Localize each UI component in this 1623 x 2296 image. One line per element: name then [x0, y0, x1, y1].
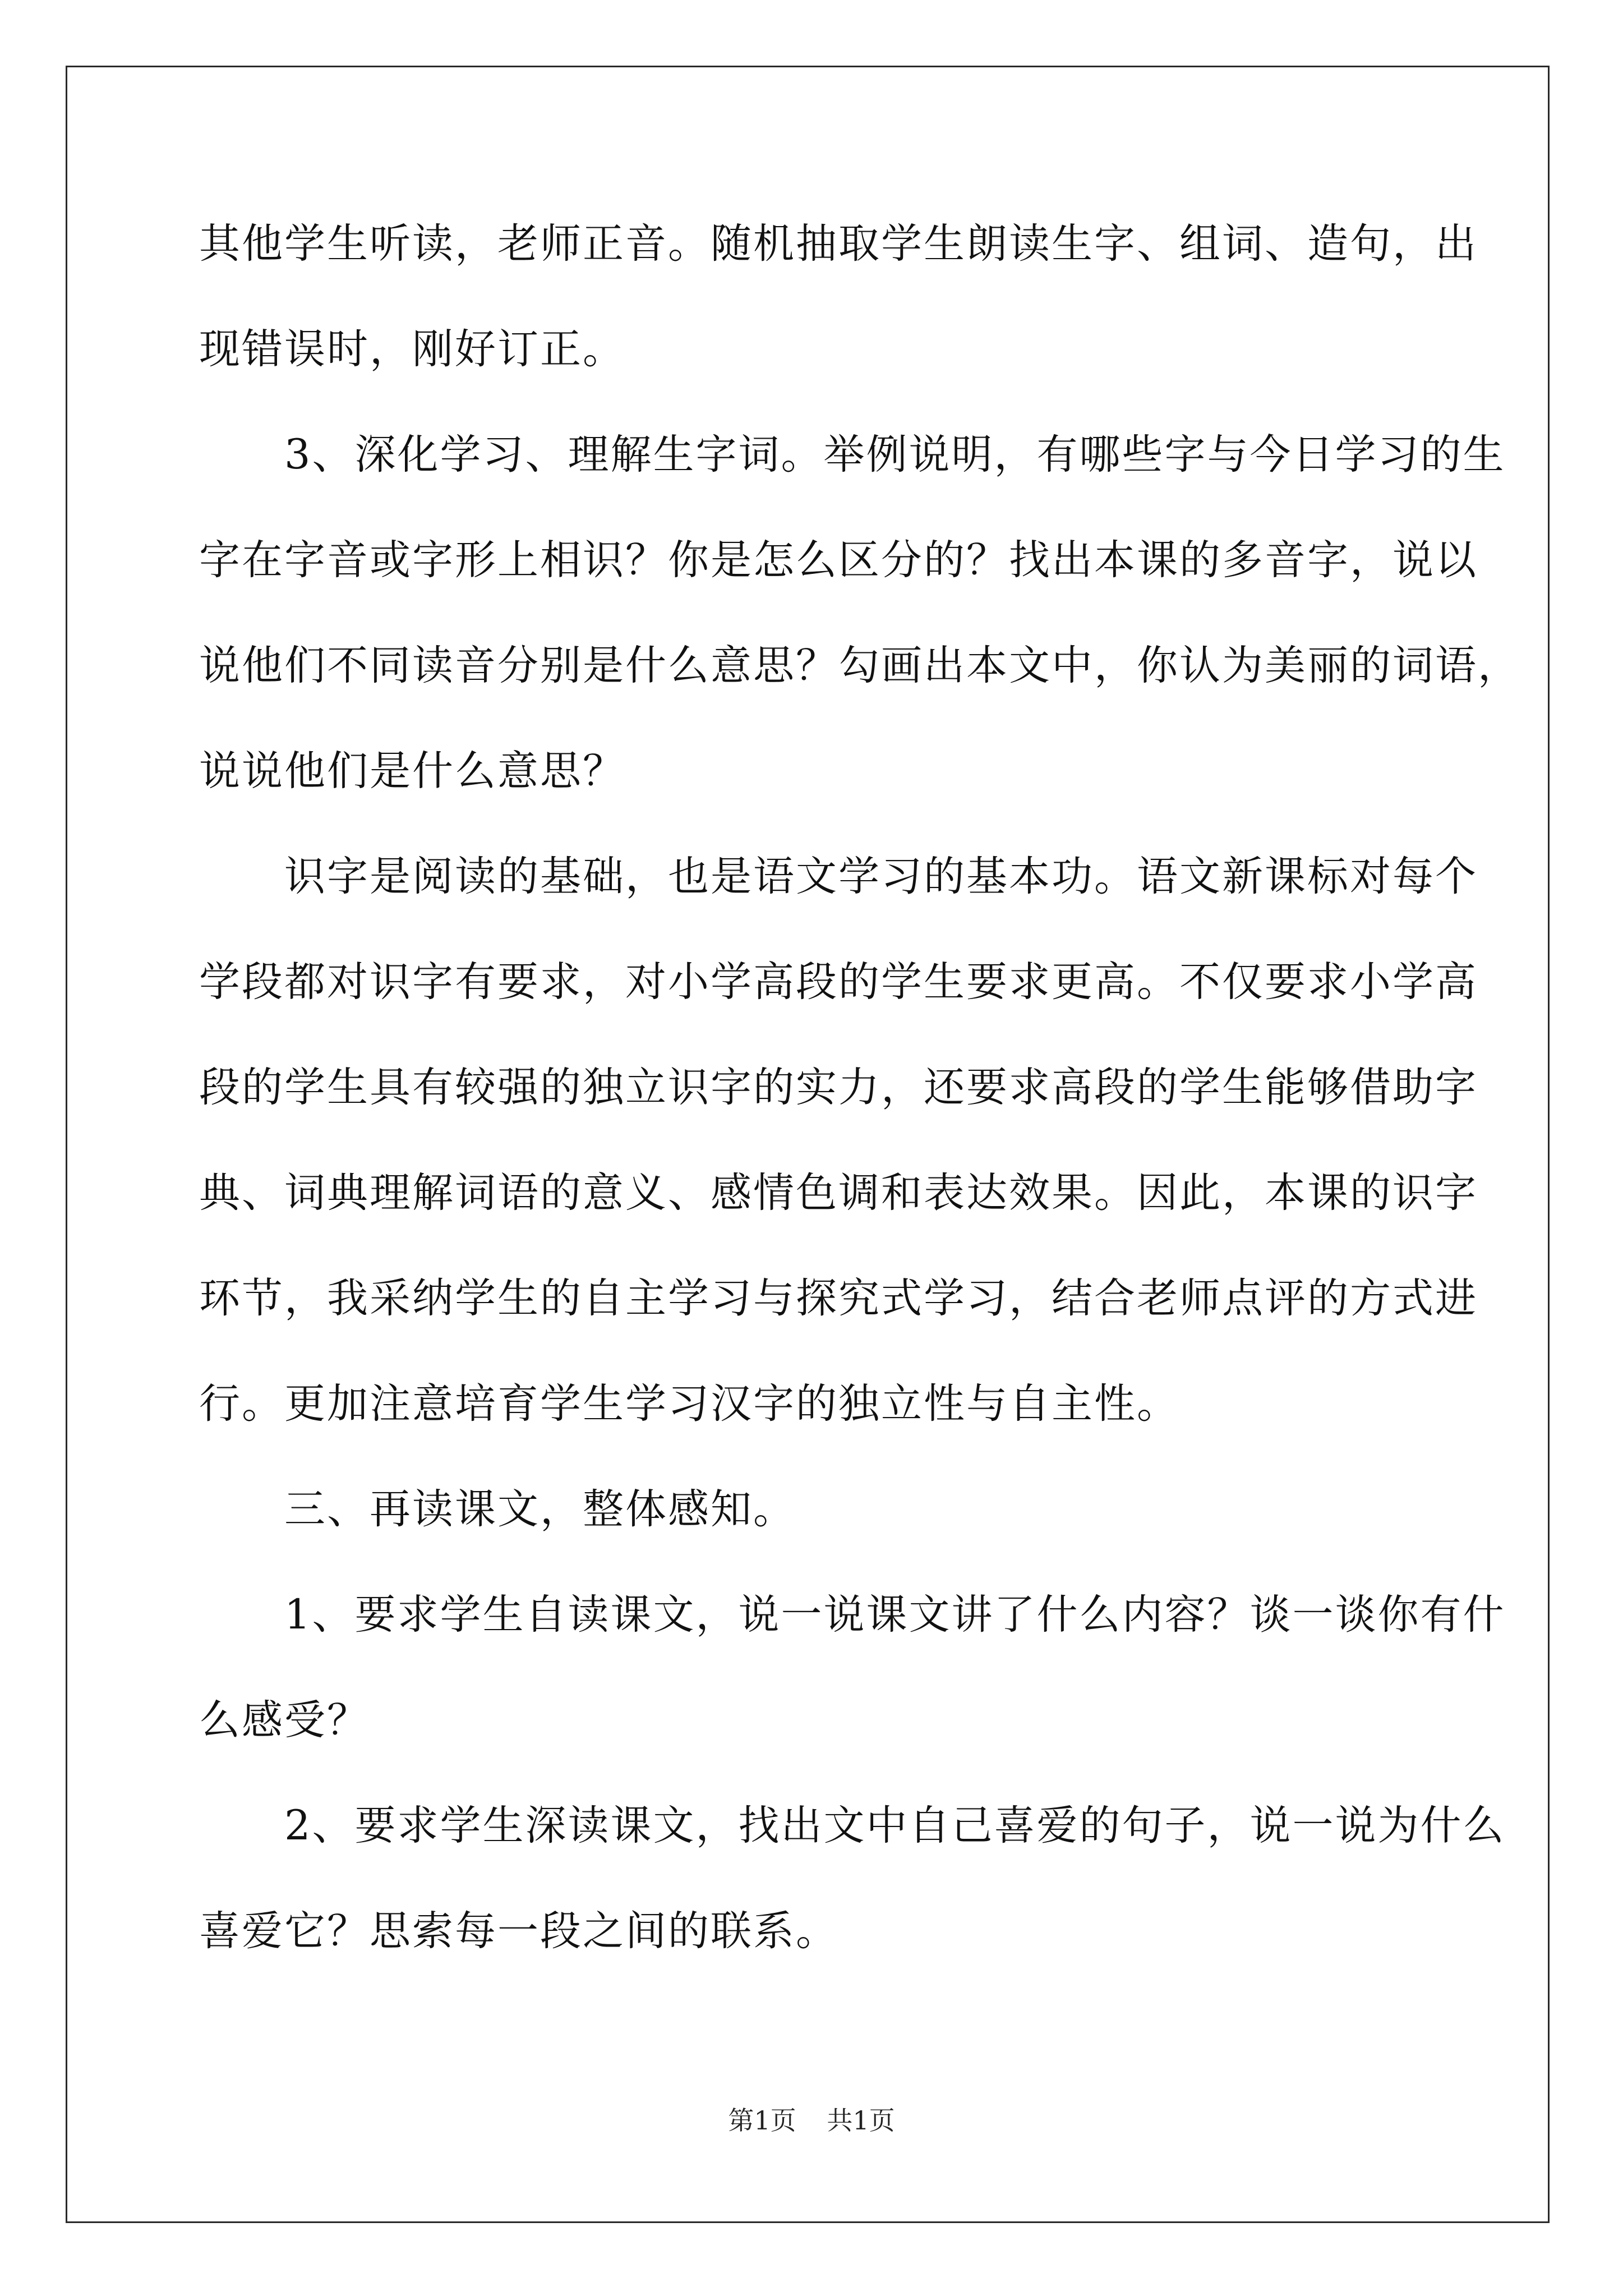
text-line: 说他们不同读音分别是什么意思？勾画出本文中，你认为美丽的词语， [199, 642, 1520, 689]
text-line: 现错误时，刚好订正。 [199, 325, 625, 373]
text-line: 么感受？ [199, 1696, 370, 1744]
text-line: 字在字音或字形上相识？你是怎么区分的？找出本课的多音字，说以 [199, 536, 1478, 584]
text-line: 环节，我采纳学生的自主学习与探究式学习，结合老师点评的方式进 [199, 1274, 1478, 1322]
page-footer [0, 2104, 1623, 2137]
page-total: 共1页 [827, 2105, 895, 2136]
text-line: 1、要求学生自读课文，说一说课文讲了什么内容？谈一谈你有什 [199, 1591, 1506, 1639]
text-line: 识字是阅读的基础，也是语文学习的基本功。语文新课标对每个 [199, 853, 1478, 900]
text-line: 学段都对识字有要求，对小学高段的学生要求更高。不仅要求小学高 [199, 958, 1478, 1006]
text-line: 3、深化学习、理解生字词。举例说明，有哪些字与今日学习的生 [199, 431, 1506, 478]
text-line: 行。更加注意培育学生学习汉字的独立性与自主性。 [199, 1380, 1179, 1428]
text-line: 其他学生听读，老师正音。随机抽取学生朗读生字、组词、造句，出 [199, 220, 1478, 268]
text-line: 2、要求学生深读课文，找出文中自己喜爱的句子，说一说为什么 [199, 1802, 1506, 1849]
page-number: 第1页 [728, 2105, 796, 2136]
text-line: 说说他们是什么意思？ [199, 747, 625, 795]
text-line: 典、词典理解词语的意义、感情色调和表达效果。因此，本课的识字 [199, 1169, 1478, 1217]
text-line: 喜爱它？思索每一段之间的联系。 [199, 1907, 838, 1955]
text-line: 三、再读课文，整体感知。 [199, 1485, 796, 1533]
document-body [199, 210, 1520, 2003]
text-line: 段的学生具有较强的独立识字的实力，还要求高段的学生能够借助字 [199, 1064, 1478, 1111]
